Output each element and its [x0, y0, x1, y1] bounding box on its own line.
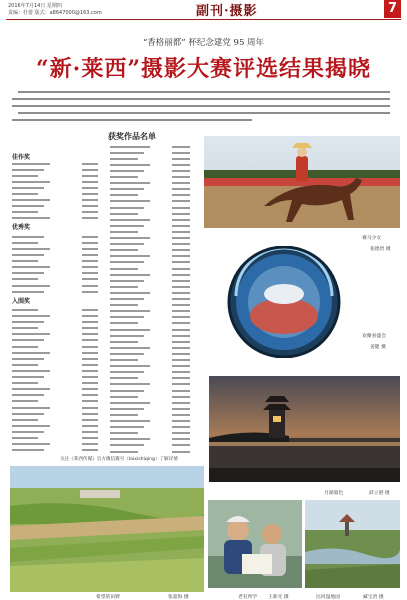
winners-list-title: 获奖作品名单 [108, 131, 156, 141]
winner-entry [110, 284, 190, 289]
winner-entry [110, 162, 190, 167]
photo-author: 王新光 摄 [268, 595, 289, 600]
winner-entry [110, 260, 190, 265]
winner-entry [12, 185, 98, 190]
winner-entry [110, 358, 190, 363]
editor-credit: 责编：杜蕾 版式：a8647000@163.com [8, 10, 102, 16]
winner-entry [110, 187, 190, 192]
winner-entry [12, 326, 98, 331]
winner-entry [12, 350, 98, 355]
photo-stadium-fisheye [213, 246, 355, 358]
photo-author: 臧宝贵 摄 [363, 595, 384, 600]
winner-entry [110, 400, 190, 405]
winner-entry [12, 283, 98, 288]
winner-entry [12, 387, 98, 392]
winner-entry [110, 144, 190, 149]
winner-entry [12, 375, 98, 380]
photo-elderly-learning [208, 500, 302, 588]
winner-entry [12, 429, 98, 434]
winner-entry [110, 449, 190, 454]
winner-entry [12, 417, 98, 422]
winner-entry [110, 278, 190, 283]
section-heading-shortlisted: 入围奖 [12, 298, 31, 305]
photo-author: 薛立港 摄 [369, 491, 390, 496]
winner-entry [110, 242, 190, 247]
winner-entry [110, 181, 190, 186]
winner-entry [110, 290, 190, 295]
winner-entry [12, 307, 98, 312]
winner-entry [12, 234, 98, 239]
section-title: 副刊·摄影 [196, 4, 258, 19]
winner-entry [110, 364, 190, 369]
page-number-badge: 7 [384, 0, 401, 18]
photo-caption: 希望的田野 [96, 595, 120, 600]
winner-entry [12, 368, 98, 373]
winner-entry [110, 327, 190, 332]
winner-entry [110, 394, 190, 399]
winner-entry [110, 248, 190, 253]
winner-entry [12, 204, 98, 209]
winner-entry [12, 198, 98, 203]
winner-entry [12, 161, 98, 166]
winner-entry [12, 253, 98, 258]
photo-caption: 欢聚看盛会 [362, 334, 386, 339]
winner-entry [110, 217, 190, 222]
winner-entry [110, 168, 190, 173]
winner-entry [110, 388, 190, 393]
winner-entry [12, 393, 98, 398]
winner-entry [12, 356, 98, 361]
winner-entry [110, 425, 190, 430]
winner-entry [110, 193, 190, 198]
wechat-follow-caption: 关注《莱西传媒》官方微信微号（laixishiqing）了解详情 [60, 457, 178, 462]
winner-entry [12, 399, 98, 404]
winner-entry [12, 192, 98, 197]
winner-entry [110, 412, 190, 417]
winner-entry [110, 345, 190, 350]
winner-entry [110, 205, 190, 210]
winner-entry [12, 210, 98, 215]
winner-entry [12, 405, 98, 410]
winner-entry [110, 175, 190, 180]
winner-entry [110, 333, 190, 338]
winner-entry [110, 339, 190, 344]
winner-entry [12, 167, 98, 172]
winner-entry [110, 382, 190, 387]
photo-caption: 月湖暮色 [324, 491, 344, 496]
article-headline: “新·莱西”摄影大赛评选结果揭晓 [36, 56, 371, 82]
winner-entry [110, 437, 190, 442]
photo-caption: 沽河湿地园 [316, 595, 340, 600]
photo-author: 张德贵 摄 [370, 247, 391, 252]
winner-entry [110, 321, 190, 326]
winner-entry [12, 381, 98, 386]
winner-entry [110, 443, 190, 448]
winner-entry [110, 419, 190, 424]
winner-entry [110, 315, 190, 320]
issue-date: 2016年7月14日 星期四 [8, 3, 62, 9]
winner-entry [12, 240, 98, 245]
section-heading-excellent: 优秀奖 [12, 224, 31, 231]
winner-entry [12, 442, 98, 447]
winner-entry [110, 303, 190, 308]
photo-fields-of-hope [10, 466, 204, 592]
winner-entry [12, 338, 98, 343]
article-subhead: “香格丽都” 杯纪念建党 95 周年 [142, 38, 265, 48]
winner-entry [12, 448, 98, 453]
photo-guhe-wetland [305, 500, 400, 588]
photo-caption: 老有所学 [238, 595, 258, 600]
winner-entry [12, 436, 98, 441]
winner-entry [12, 320, 98, 325]
winner-entry [12, 289, 98, 294]
photo-horse-rider [204, 136, 400, 228]
winner-entry [12, 271, 98, 276]
header-divider [6, 19, 401, 20]
winner-entry [110, 351, 190, 356]
winner-entry [110, 223, 190, 228]
winner-entry [110, 156, 190, 161]
winner-entry [110, 406, 190, 411]
winner-entry [110, 211, 190, 216]
winner-entry [110, 297, 190, 302]
photo-caption: 赛马少女 [362, 236, 382, 241]
winner-entry [110, 150, 190, 155]
photo-moon-lake-dusk [209, 376, 400, 482]
winner-entry [12, 277, 98, 282]
winner-entry [12, 259, 98, 264]
winner-entry [12, 179, 98, 184]
winner-entry [12, 411, 98, 416]
winner-entry [110, 370, 190, 375]
winner-entry [12, 246, 98, 251]
winner-entry [12, 344, 98, 349]
winner-entry [110, 229, 190, 234]
winner-entry [12, 216, 98, 221]
winner-entry [110, 272, 190, 277]
winner-entry [110, 236, 190, 241]
winner-entry [110, 199, 190, 204]
winner-entry [12, 265, 98, 270]
section-heading-best: 佳作奖 [12, 154, 31, 161]
winner-entry [110, 309, 190, 314]
photo-author: 姜健 摄 [370, 345, 386, 350]
winner-entry [110, 376, 190, 381]
winner-entry [110, 431, 190, 436]
photo-author: 张超海 摄 [168, 595, 189, 600]
winner-entry [12, 314, 98, 319]
winner-entry [12, 332, 98, 337]
winner-entry [12, 423, 98, 428]
winner-entry [110, 254, 190, 259]
winner-entry [12, 173, 98, 178]
winner-entry [110, 266, 190, 271]
winner-entry [12, 362, 98, 367]
